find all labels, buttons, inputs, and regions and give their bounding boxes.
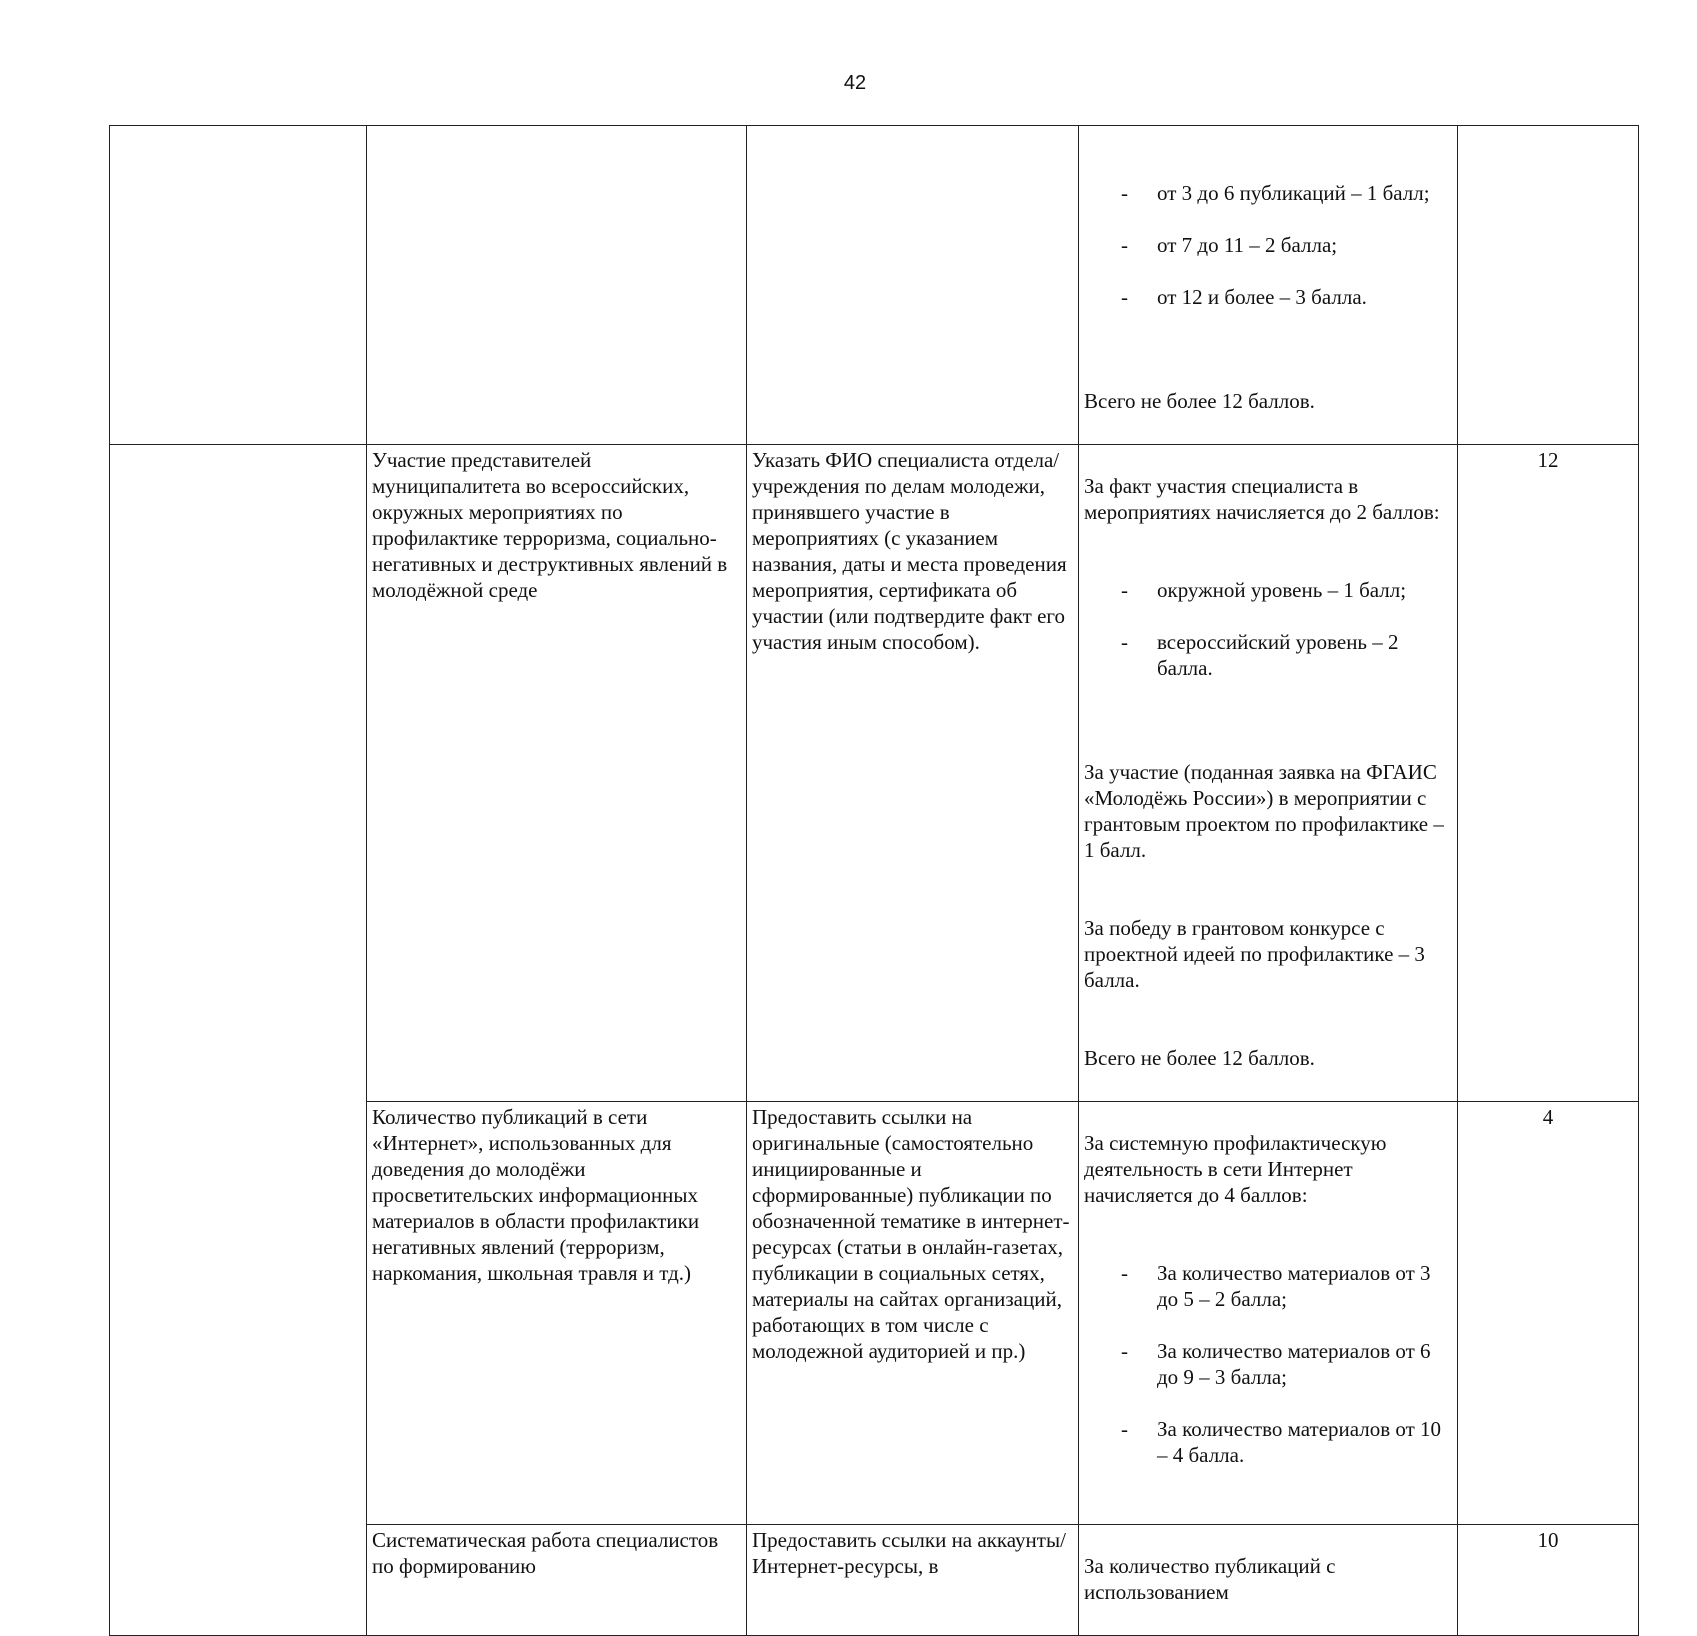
criteria-total: Всего не более 12 баллов. — [1084, 389, 1315, 413]
score-cell: 4 — [1458, 1102, 1639, 1525]
criteria-list — [1084, 1234, 1452, 1494]
criteria-intro: За факт участия специалиста в мероприятиях начисляется до 2 баллов: — [1084, 474, 1440, 524]
list-item: - окружной уровень – 1 балл; — [1084, 577, 1452, 603]
requirement-cell: Указать ФИО специалиста отдела/учреждения по делам молодежи, принявшего участие в мероприятиях (с указанием названия, даты и места проведения мероприятия, сертификата об участии (или подтвердите факт его участия иным способом). — [747, 445, 1079, 1102]
criteria-list — [1084, 154, 1452, 336]
table-row — [110, 126, 1639, 445]
list-item: - от 7 до 11 – 2 балла; — [1084, 232, 1452, 258]
criteria-intro: За системную профилактическую деятельность в сети Интернет начисляется до 4 баллов: — [1084, 1131, 1387, 1207]
requirement-cell — [747, 126, 1079, 445]
criteria-table — [109, 125, 1639, 1636]
indicator-cell: Количество публикаций в сети «Интернет», использованных для доведения до молодёжи просветительских информационных материалов в области профилактики негативных явлений (терроризм, наркомания, школьная травля и тд.) — [367, 1102, 747, 1525]
list-item: - всероссийский уровень – 2 балла. — [1084, 629, 1452, 681]
list-item: - За количество материалов от 3 до 5 – 2 балла; — [1084, 1260, 1452, 1312]
criteria-cell — [1079, 1525, 1458, 1636]
section-cell — [110, 445, 367, 1636]
list-item: - За количество материалов от 10 – 4 балла. — [1084, 1416, 1452, 1468]
criteria-total: Всего не более 12 баллов. — [1084, 1046, 1315, 1070]
indicator-cell: Систематическая работа специалистов по формированию — [367, 1525, 747, 1636]
list-item: - от 12 и более – 3 балла. — [1084, 284, 1452, 310]
requirement-cell: Предоставить ссылки на оригинальные (самостоятельно инициированные и сформированные) публикации по обозначенной тематике в интернет-ресурсах (статьи в онлайн-газетах, публикации в социальных сетях, материалы на сайтах организаций, работающих в том числе с молодежной аудиторией и пр.) — [747, 1102, 1079, 1525]
section-cell — [110, 126, 367, 445]
score-cell: 12 — [1458, 445, 1639, 1102]
score-cell — [1458, 126, 1639, 445]
list-item: - от 3 до 6 публикаций – 1 балл; — [1084, 180, 1452, 206]
criteria-paragraph: За победу в грантовом конкурсе с проектной идеей по профилактике – 3 балла. — [1084, 916, 1425, 992]
criteria-cell — [1079, 1102, 1458, 1525]
criteria-list — [1084, 551, 1452, 707]
table-row — [110, 445, 1639, 1102]
page-number: 42 — [843, 72, 867, 94]
score-cell: 10 — [1458, 1525, 1639, 1636]
criteria-intro: За количество публикаций с использованием — [1084, 1554, 1336, 1604]
requirement-cell: Предоставить ссылки на аккаунты/Интернет-ресурсы, в — [747, 1525, 1079, 1636]
list-item: - За количество материалов от 6 до 9 – 3 балла; — [1084, 1338, 1452, 1390]
indicator-cell — [367, 126, 747, 445]
criteria-cell — [1079, 126, 1458, 445]
criteria-cell — [1079, 445, 1458, 1102]
criteria-paragraph: За участие (поданная заявка на ФГАИС «Молодёжь России») в мероприятии с грантовым проектом по профилактике – 1 балл. — [1084, 760, 1444, 862]
indicator-cell: Участие представителей муниципалитета во всероссийских, окружных мероприятиях по профилактике терроризма, социально-негативных и деструктивных явлений в молодёжной среде — [367, 445, 747, 1102]
